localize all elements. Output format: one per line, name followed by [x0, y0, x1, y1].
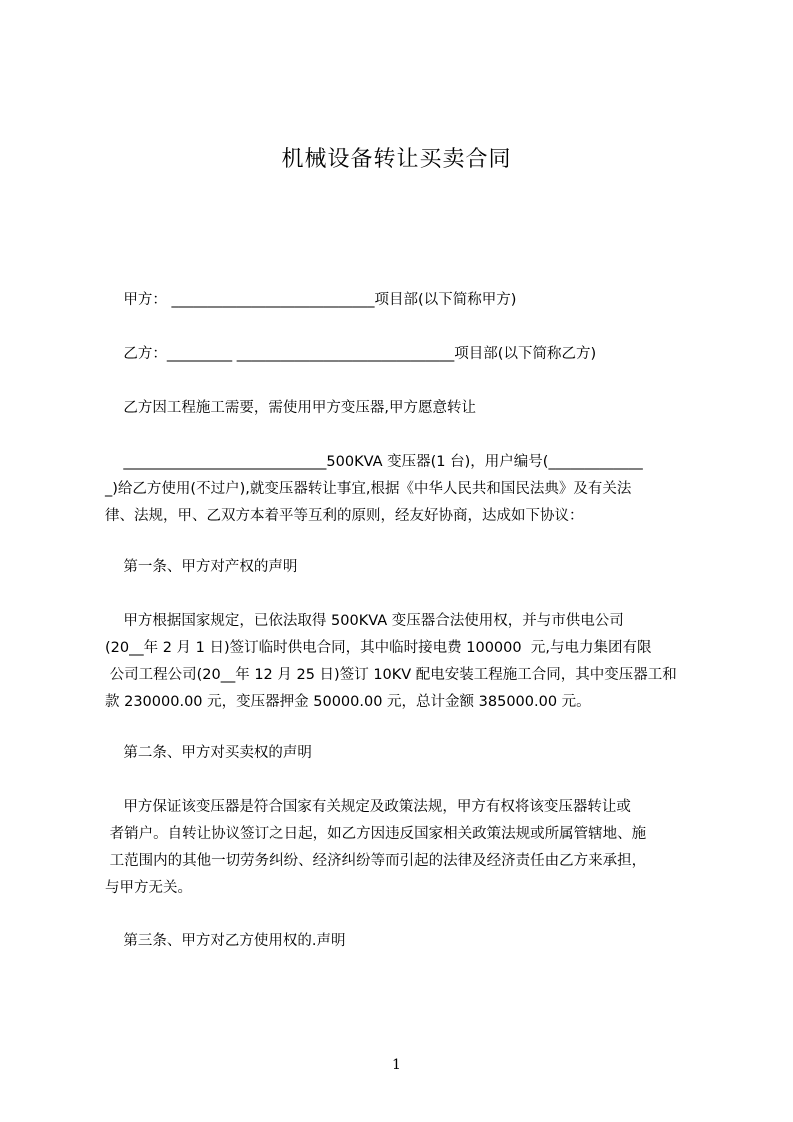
article-2-line-2: 者销户。自转让协议签订之日起，如乙方因违反国家相关政策法规或所属管辖地、施	[105, 826, 647, 842]
article-2-line-4: 与甲方无关。	[105, 880, 192, 896]
article-1-heading: 第一条、甲方对产权的声明	[105, 559, 298, 575]
basis-line-1: _)给乙方使用(不过户),就变压器转让事宜,根据《中华人民共和国民法典》及有关法	[105, 481, 632, 497]
article-1-line-3: 公司工程公司(20__年 12 月 25 日)签订 10KV 配电安装工程施工合同，其中变压器工和	[105, 667, 677, 683]
party-b-line: 乙方：_________ ______________________________项目部(以下简称乙方)	[105, 346, 597, 362]
article-1-line-1: 甲方根据国家规定，已依法取得 500KVA 变压器合法使用权，并与市供电公司	[105, 613, 624, 629]
article-1-line-2: (20__年 2 月 1 日)签订临时供电合同，其中临时接电费 100000 元,与电力集团有限	[105, 640, 652, 656]
article-2-line-1: 甲方保证该变压器是符合国家有关规定及政策法规，甲方有权将该变压器转让或	[105, 799, 631, 815]
page-number: 1	[392, 1057, 401, 1073]
article-3-heading: 第三条、甲方对乙方使用权的.声明	[105, 933, 346, 949]
party-a-line: 甲方： ____________________________项目部(以下简称甲方)	[105, 292, 517, 308]
article-2-line-3: 工范围内的其他一切劳务纠纷、经济纠纷等而引起的法律及经济责任由乙方来承担，	[105, 853, 647, 869]
basis-line-2: 律、法规，甲、乙双方本着平等互利的原则，经友好协商，达成如下协议：	[105, 508, 584, 524]
article-1-line-4: 款 230000.00 元，变压器押金 50000.00 元，总计金额 385000.00 元。	[105, 694, 591, 710]
article-2-heading: 第二条、甲方对买卖权的声明	[105, 745, 312, 761]
transformer-line: ____________________________500KVA 变压器(1 台)，用户编号(_____________	[105, 454, 643, 470]
intro-line: 乙方因工程施工需要，需使用甲方变压器,甲方愿意转让	[105, 400, 477, 416]
document-title: 机械设备转让买卖合同	[281, 147, 512, 172]
